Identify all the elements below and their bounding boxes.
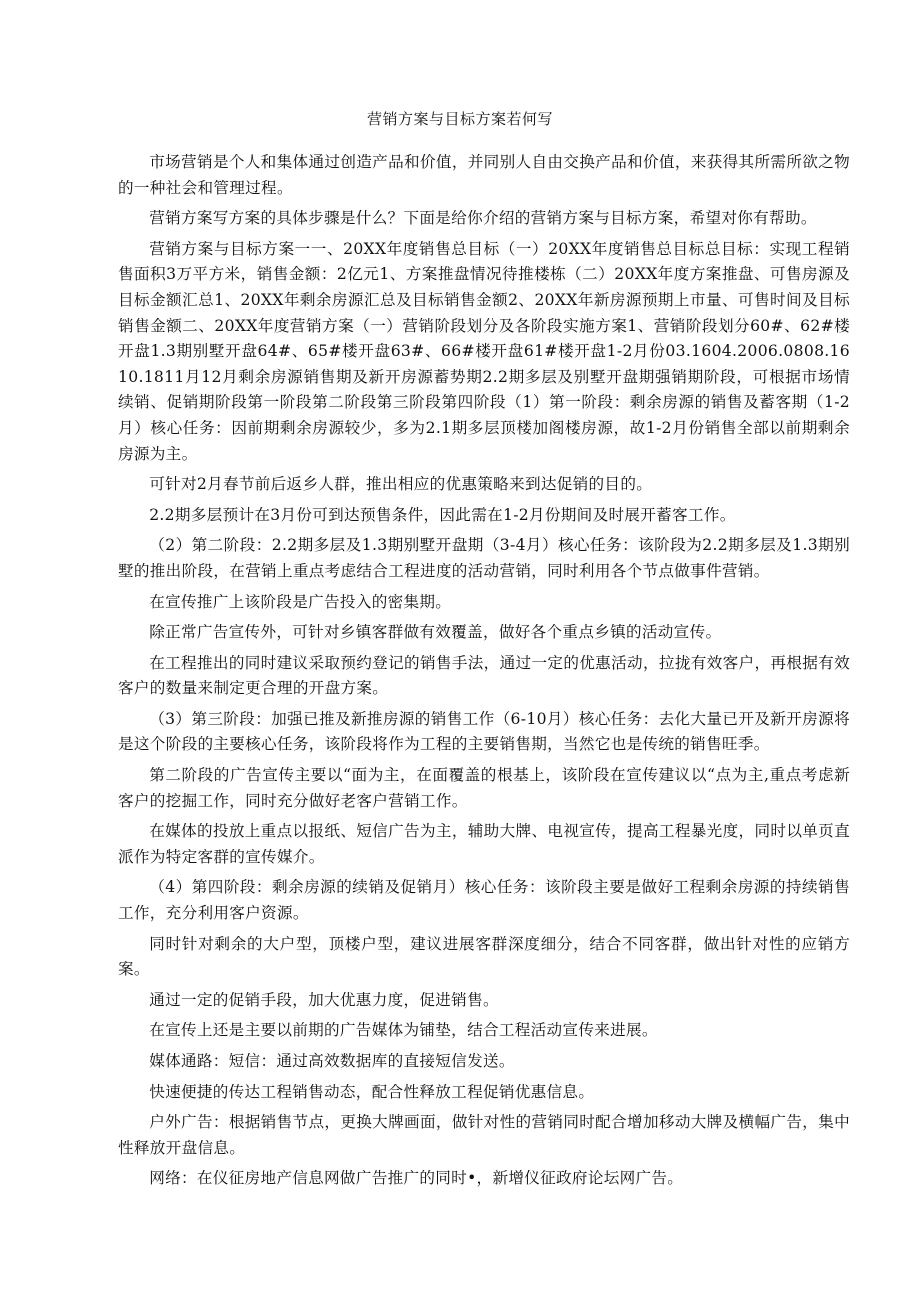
paragraph: 第二阶段的广告宣传主要以“面为主，在面覆盖的根基上，该阶段在宣传建议以“点为主,重点考虑新客户的挖掘工作，同时充分做好老客户营销工作。 — [118, 766, 850, 810]
paragraph: 可针对2月春节前后返乡人群，推出相应的优惠策略来到达促销的目的。 — [149, 475, 653, 494]
paragraph: 营销方案与目标方案一一、20XX年度销售总目标（一）20XX年度销售总目标总目标：实现工程销售面积3万平方米，销售金额：2亿元1、方案推盘情况待推楼栋（二）20XX年度方案推盘、可售房源及目标金额汇总1、20XX年剩余房源汇总及目标销售金额2、20XX年新房源预期上市量、可售时间及目标销售金额二、20XX年度营销方案（一）营销阶段划分及各阶段实施方案1、营销阶段划分60#、62#楼开盘1.3期别墅开盘64#、65#楼开盘63#、66#楼开盘61#楼开盘1-2月份03.1604.2006.0808.1610.1811月12月剩余房源销售期及新开房源蓄势期2.2期多层及别墅开盘期强销期阶段，可根据市场情续销、促销期阶段第一阶段第二阶段第三阶段第四阶段（1）第一阶段：剩余房源的销售及蓄客期（1-2月）核心任务：因前期剩余房源较少，多为2.1期多层顶楼加阁楼房源，故1-2月份销售全部以前期剩余房源为主。 — [118, 239, 850, 463]
paragraph: 在工程推出的同时建议采取预约登记的销售手法，通过一定的优惠活动，拉拢有效客户，再根据有效客户的数量来制定更合理的开盘方案。 — [118, 653, 850, 698]
paragraph: 营销方案写方案的具体步骤是什么？下面是给你介绍的营销方案与目标方案，希望对你有帮助。 — [149, 209, 817, 228]
paragraph: 同时针对剩余的大户型，顶楼户型，建议进展客群深度细分，结合不同客群，做出针对性的应销方案。 — [118, 934, 850, 979]
paragraph: 除正常广告宣传外，可针对乡镇客群做有效覆盖，做好各个重点乡镇的活动宣传。 — [149, 623, 722, 642]
document-title: 营销方案与目标方案若何写 — [366, 110, 553, 128]
paragraph: 户外广告：根据销售节点，更换大牌画面，做针对性的营销同时配合增加移动大牌及横幅广告，集中性释放开盘信息。 — [118, 1113, 850, 1157]
paragraph: 在宣传上还是主要以前期的广告媒体为铺垫，结合工程活动宣传来进展。 — [149, 1021, 658, 1040]
paragraph: （2）第二阶段：2.2期多层及1.3期别墅开盘期（3-4月）核心任务：该阶段为2.2期多层及1.3期别墅的推出阶段，在营销上重点考虑结合工程进度的活动营销，同时利用各个节点做事件营销。 — [118, 536, 850, 580]
paragraph: （3）第三阶段：加强已推及新推房源的销售工作（6-10月）核心任务：去化大量已开及新开房源将是这个阶段的主要核心任务，该阶段将作为工程的主要销售期，当然它也是传统的销售旺季。 — [118, 709, 850, 754]
paragraph: 在宣传推广上该阶段是广告投入的密集期。 — [149, 592, 452, 611]
paragraph: 媒体通路：短信：通过高效数据库的直接短信发送。 — [149, 1052, 515, 1070]
paragraph: 快速便捷的传达工程销售动态，配合性释放工程促销优惠信息。 — [149, 1082, 595, 1101]
paragraph: 网络：在仪征房地产信息网做广告推广的同时•，新增仪征政府论坛网广告。 — [149, 1169, 684, 1188]
paragraph: 在媒体的投放上重点以报纸、短信广告为主，辅助大牌、电视宣传，提高工程暴光度，同时以单页直派作为特定客群的宣传媒介。 — [118, 822, 850, 866]
paragraph: （4）第四阶段：剩余房源的续销及促销月）核心任务：该阶段主要是做好工程剩余房源的持续销售工作，充分利用客户资源。 — [118, 878, 850, 923]
paragraph: 通过一定的促销手段，加大优惠力度，促进销售。 — [149, 990, 499, 1009]
document-body — [118, 150, 850, 1192]
paragraph: 市场营销是个人和集体通过创造产品和价值，并同别人自由交换产品和价值，来获得其所需所欲之物的一种社会和管理过程。 — [118, 153, 850, 197]
paragraph: 2.2期多层预计在3月份可到达预售条件，因此需在1-2月份期间及时展开蓄客工作。 — [149, 505, 736, 524]
